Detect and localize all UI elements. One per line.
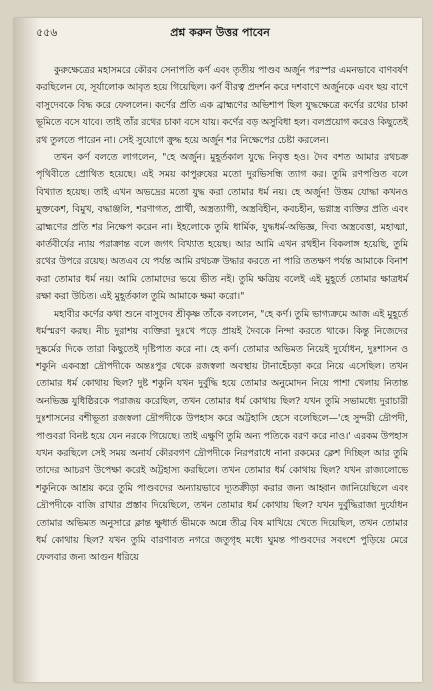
page-header [36,20,404,40]
paragraph: কুরুক্ষেত্রের মহাসমরে কৌরব সেনাপতি কর্ণ এবং তৃতীয় পাণ্ডব অর্জুন পরস্পর এমনভাবে বাণবর্ষণ করছিলেন যে, সূর্যালোক আবৃত হয়ে গিয়েছিল। কর্ণ বীরত্ব প্রদর্শন করে দশবাণে অর্জুনকে এবং ছয় বাণে বাসুদেবকে বিদ্ধ করে ফেললেন। কর্ণের প্রতি এক ব্রাহ্মণের অভিশাপ ছিল যুদ্ধক্ষেত্রে কর্ণের রথের চাকা ভূমিতে বসে যাবে। তাই তাঁর রথের চাকা বসে যায়। কর্ণের বড় অসুবিধা হল। বলপ্রয়োগ করেও কিছুতেই রথ তুলতে পারেন না। সেই সুযোগে ক্রুদ্ধ হয়ে অর্জুন শর নিক্ষেপের চেষ্টা করলেন। [36,65,408,146]
running-head: প্রশ্ন করুন উত্তর পাবেন [170,26,270,39]
book-page [14,18,422,682]
body-text [36,62,408,567]
paragraph: তখন কর্ণ বলতে লাগলেন, "হে অর্জুন। মুহূর্তকাল যুদ্ধে নিবৃত্ত হও। দৈব বশত আমার রথচক্র পৃথিবীতে প্রোথিত হয়েছে। এই সময় কাপুরুষের মতো দুরভিসন্ধি ত্যাগ কর। তুমি রণপণ্ডিত বলে বিখ্যাত হয়েছ। তাই এখন অভদ্রের মতো যুদ্ধ করা তোমার ধর্ম নয়। হে অর্জুন! উত্তম যোদ্ধা কখনও মুক্তকেশ, বিমুখ, বদ্ধাঞ্জলি, শরণাগত, প্রার্থী, অস্ত্রত্যাগী, অস্ত্রবিহীন, কবচহীন, ভগ্নাস্ত্র ব্যক্তির প্রতি এবং ব্রাহ্মণের প্রতি শর নিক্ষেপ করেন না। ইহলোকে তুমি ধার্মিক, যুদ্ধধর্ম-অভিজ্ঞ, দিব্য অস্ত্রবেত্তা, মহাত্মা, কার্তবীর্যের ন্যায় পরাক্রান্ত বলে জগৎ বিখ্যাত হয়েছ। আর আমি এখন রথহীন বিকলাঙ্গ হয়েছি, তুমি রথের উপরে রয়েছ। অতএব যে পর্যন্ত আমি রথচক্র উদ্ধার করতে না পারি ততক্ষণ পর্যন্ত আমাকে বিনাশ করা তোমার ধর্ম নয়। আমি তোমাদের ভয়ে ভীত নই। তুমি ক্ষত্রিয় বলেই এই মুহূর্তে তোমার ক্ষাত্রধর্ম রক্ষা করা উচিত। এই মুহূর্তকাল তুমি আমাকে ক্ষমা করো।" [36,152,408,303]
page-number: ৫৫৬ [36,26,58,39]
paragraph: মহাবীর কর্ণের কথা শুনে বাসুদেব শ্রীকৃষ্ণ তাঁকে বললেন, "হে কর্ণ। তুমি ভাগ্যক্রমে আজ এই মুহূর্তে ধর্মস্মরণ করছ। নীচ দুরাশয় ব্যক্তিরা দুঃখে পড়ে প্রায়ই দৈবকে নিন্দা করতে থাকে। কিন্তু নিজেদের দুষ্কর্মের দিকে তারা কিছুতেই দৃষ্টিপাত করে না। হে কর্ণ। তোমার অভিমত নিয়েই দুর্যোধন, দুঃশাসন ও শকুনি একবস্ত্রা দ্রৌপদীকে অন্তঃপুর থেকে রজস্বলা অবস্থায় টানাহেঁচড়া করে নিয়ে এসেছিল। তখন তোমার ধর্ম কোথায় ছিল? দুষ্ট শকুনি যখন দুর্বুদ্ধি হয়ে তোমার অনুমোদন নিয়ে পাশা খেলায় নিতান্ত অনভিজ্ঞ যুধিষ্ঠিরকে পরাজয় করেছিল, তখন তোমার ধর্ম কোথায় ছিল? যখন তুমি সভামধ্যে দুরাচারী দুঃশাসনের বশীভূতা রজস্বলা দ্রৌপদীকে উপহাস করে অট্টহাসি হেসে বলেছিলে—'হে সুন্দরী দ্রৌপদী, পাণ্ডবরা বিনষ্ট হয়ে যেন নরকে গিয়েছে। তাই এক্ষুণি তুমি অন্য পতিকে বরণ করে নাও।' এরকম উপহাস যখন করছিলে সেই সময় অনার্য কৌরবগণ দ্রৌপদীকে নিরপরাধে নানা রকমের ক্লেশ দিচ্ছিল আর তুমি তাদের আচরণ উপেক্ষা করেই অট্টহাস্য করছিলে। তখন তোমার ধর্ম কোথায় ছিল? যখন রাজ্যলোভে শকুনিকে আশ্রয় করে তুমি পাণ্ডবদের অন্যায়ভাবে দ্যূতক্রীড়া করার জন্য আহ্বান জানিয়েছিলে এবং দ্রৌপদীকে বাজি রাখার প্রস্তাব দিয়েছিলে, তখন তোমার ধর্ম কোথায় ছিল? যখন দুর্বুদ্ধিরাজা দুর্যোধন তোমার অভিমত অনুসারে ক্লান্ত ক্ষুধার্ত ভীমকে অন্নে তীব্র বিষ মাখিয়ে খেতে দিয়েছিল, তখন তোমার ধর্ম কোথায় ছিল? যখন তুমি বারণাবত নগরে জতুগৃহ মধ্যে ঘুমন্ত পাণ্ডবদের সবংশে পুড়িয়ে মেরে ফেলবার জন্য আগুন ধরিয়ে [36,308,408,564]
